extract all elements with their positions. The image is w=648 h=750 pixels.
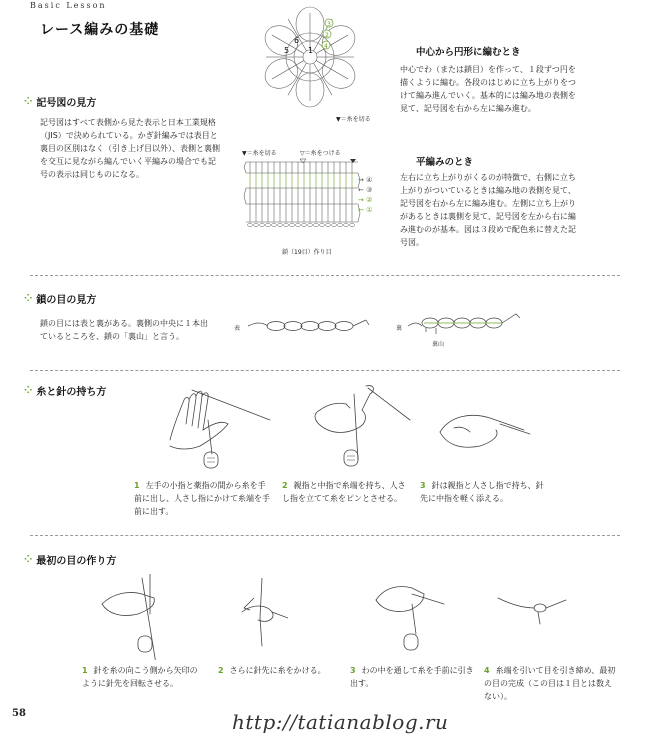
page-title: レース編みの基礎	[40, 22, 160, 38]
section-title-first-stitch: ⁘ 最初の目の作り方	[24, 554, 117, 567]
round-label-6: 6	[294, 36, 300, 45]
bullet-icon: ⁘	[24, 293, 31, 304]
section-divider	[30, 275, 620, 276]
first-stitch-illustration-1	[98, 574, 190, 660]
section-title-symbols: ⁘ 記号図の見方	[24, 96, 97, 109]
first-stitch-step-1: 1 針を糸の向こう側から矢印のように針先を回転させる。	[82, 666, 198, 688]
flat-knitting-body: 左右に立ち上がりがくるのが特徴で、右側に立ち上がりがついているときは編み地の表側を見て、記号図を右から左に編み進む。左側に立ち上がりがあるときは裏側を見て、記号図を左から右に編み進むのが基本。図は３段めで配色糸に替えた記号図。	[400, 173, 576, 247]
first-stitch-step-3: 3 わの中を通して糸を手前に引き出す。	[350, 666, 474, 688]
chain-front-label: 表	[234, 325, 241, 332]
motif-chart-diagram	[258, 5, 362, 113]
section-title-holding: ⁘ 糸と針の持ち方	[24, 385, 107, 398]
flat-cut-label: ▼＝糸を切る	[242, 150, 277, 157]
round-knitting-body: 中心でわ（または鎖目）を作って、１段ずつ円を描くように編む。各段のはじめに立ち上がりをつけて編み進んでいく。基本的には編み地の表側を見て、記号図を右から左に編み進む。	[400, 65, 576, 113]
first-stitch-step-2: 2 さらに針先に糸をかける。	[218, 666, 326, 675]
flat-knitting-title: 平編みのとき	[416, 157, 474, 168]
ura-yama-label: 裏山	[432, 341, 445, 348]
bullet-icon: ⁘	[24, 96, 31, 107]
holding-step-2: 2 親指と中指で糸端を持ち、人さし指を立てて糸をピンとさせる。	[282, 481, 406, 503]
symbols-body: 記号図はすべて表側から見た表示と日本工業規格（JIS）で決められている。かぎ針編みでは表目と裏目の区別はなく（引き上げ目以外）、表側と裏側を交互に見ながら編んでいく平編みの場合でも記号の表示は同じものになる。	[40, 118, 220, 179]
round-label-1: 1	[308, 46, 314, 55]
round-label-3: 3	[327, 21, 331, 28]
round-label-2: 2	[325, 32, 329, 39]
round-knitting-title: 中心から円形に編むとき	[416, 47, 521, 58]
motif-cut-label: ▼＝糸を切る	[336, 116, 371, 123]
hand-yarn-illustration-2	[306, 380, 412, 472]
page-number: 58	[12, 708, 26, 719]
row-markers: → ④ ← ③ → ② ← ①	[358, 176, 373, 214]
chain-front-illustration	[246, 312, 372, 338]
section-divider	[30, 535, 620, 536]
hand-hook-illustration	[430, 402, 532, 460]
flat-chart-diagram	[240, 158, 364, 240]
section-subtitle: Basic Lesson	[30, 1, 107, 10]
chain-base-label: 鎖（19目）作り目	[282, 249, 332, 256]
watermark-url: http://tatianablog.ru	[232, 710, 449, 734]
bullet-icon: ⁘	[24, 385, 31, 396]
chain-back-illustration	[406, 308, 524, 338]
bullet-icon: ⁘	[24, 554, 31, 565]
hand-yarn-illustration-1	[160, 380, 272, 472]
round-label-4: 4	[324, 43, 328, 50]
first-stitch-illustration-4	[496, 586, 568, 626]
holding-step-3: 3 針は親指と人さし指で持ち、針先に中指を軽く添える。	[420, 481, 544, 503]
chain-back-label: 裏	[396, 325, 403, 332]
section-title-chain: ⁘ 鎖の目の見方	[24, 293, 97, 306]
first-stitch-illustration-3	[372, 574, 448, 660]
section-divider	[30, 370, 620, 371]
round-label-5: 5	[284, 46, 290, 55]
holding-step-1: 1 左手の小指と薬指の間から糸を手前に出し、人さし指にかけて糸端を手前に出す。	[134, 481, 270, 516]
first-stitch-illustration-2	[232, 578, 288, 648]
flat-join-label: ▽＝糸をつける	[300, 150, 341, 157]
chain-body: 鎖の目には表と裏がある。裏側の中央に１本出ているところを、鎖の「裏山」と言う。	[40, 319, 208, 341]
first-stitch-step-4: 4 糸端を引いて目を引き締め、最初の目の完成（この目は１目とは数えない）。	[484, 666, 616, 701]
